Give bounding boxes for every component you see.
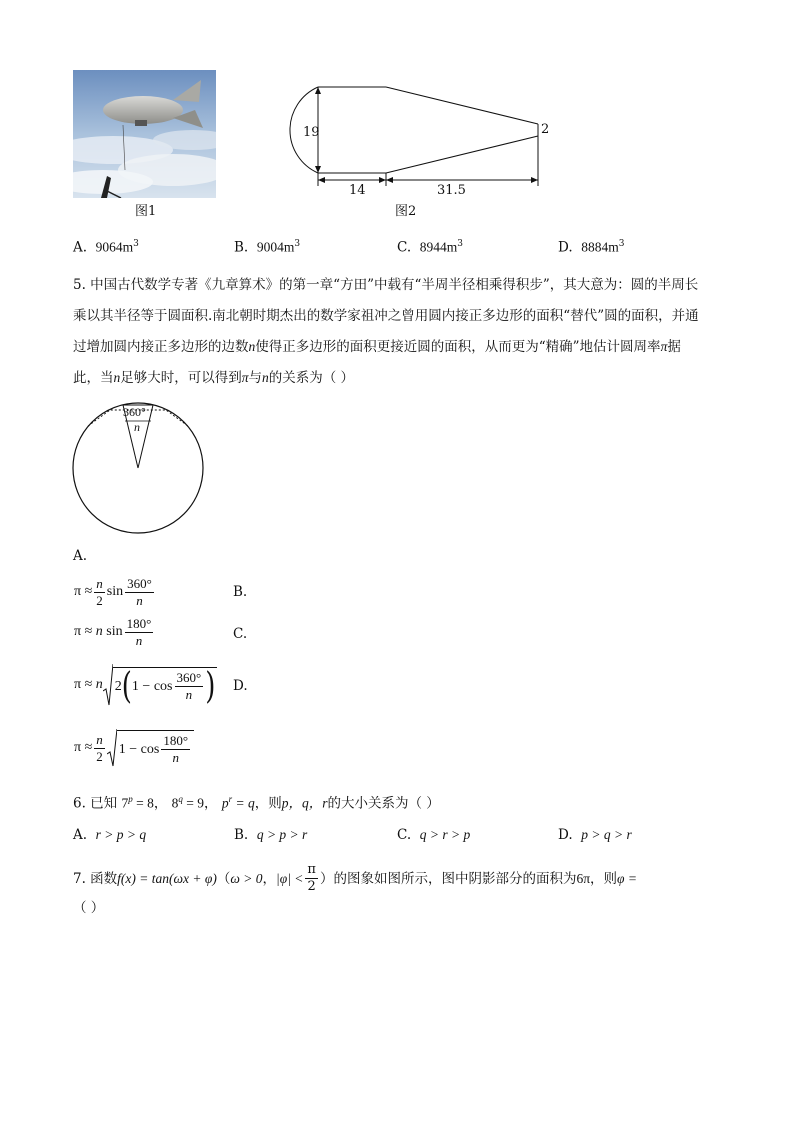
q6-option-a[interactable]: A. r > p > q [73, 827, 147, 843]
airship-dimension-diagram [262, 78, 552, 208]
figure-1-caption: 图1 [135, 204, 157, 219]
q7-stem: 7. 函数 f(x) = tan(ωx + φ) （ ω > 0 ， |φ| < $\frac{\pi}{2}$ ）的图象如图所示，图中阴影部分的面积为 6π ，则 φ = [73, 862, 638, 894]
q5-option-d-letter[interactable]: D. [233, 678, 248, 694]
figure-2-caption: 图2 [395, 204, 417, 219]
fraction: $\frac{n}{2}$ [96, 731, 103, 764]
q5-line-1: 5. 中国古代数学专著《九章算术》的第一章“方田”中载有“半周半径相乘得积步”，其大意为：圆的半周长 [73, 277, 699, 293]
diagram-n-label: n [134, 420, 140, 434]
q4-option-b[interactable]: B. $9004m^3$ [234, 239, 301, 256]
diagram-angle-label: 360° [123, 405, 146, 419]
q6-option-c[interactable]: C. q > r > p [397, 827, 471, 843]
fig2-tail-label: 2 [541, 122, 550, 137]
q5-line-3: 过增加圆内接正多边形的边数n使得正多边形的面积更接近圆的面积，从而更为“精确”地估计圆周率π据 [73, 339, 681, 355]
fig2-length-b-label: 31.5 [437, 183, 466, 198]
q6-stem: 6. 已知 $7^p = 8$， $8^q = 9$， $p^r = q$，则p，q，r的大小关系为（ ） [73, 794, 440, 812]
q5-option-b-letter[interactable]: B. [233, 584, 248, 600]
fraction: $\frac{360^\circ}{n}$ [176, 670, 202, 702]
q5-line-4: 此，当n足够大时，可以得到π与n的关系为（ ） [73, 370, 355, 386]
q5-option-d-formula[interactable]: π ≈ $\frac{n}{2}$ 1 − cos $\frac{180^\circ}{n}$ [74, 726, 194, 770]
q5-option-a-letter[interactable]: A. [73, 548, 88, 564]
q4-option-c[interactable]: C. $8944m^3$ [397, 239, 463, 256]
q7-answer-blank: （ ） [73, 900, 105, 916]
fraction: $\frac{360^\circ}{n}$ [127, 575, 152, 608]
q4-option-a[interactable]: A. $9064m^3$ [73, 239, 139, 256]
fraction: $\frac{n}{2}$ [96, 575, 103, 608]
fraction: $\frac{180^\circ}{n}$ [126, 615, 152, 648]
fig2-length-a-label: 14 [349, 183, 366, 198]
q4-option-d[interactable]: D. $8884m^3$ [558, 239, 625, 256]
square-root: 2 ( 1 − cos $\frac{360^\circ}{n}$ ) [103, 663, 218, 707]
fig2-height-label: 19 [303, 125, 320, 140]
q6-option-b[interactable]: B. q > p > r [234, 827, 308, 843]
q5-option-c-formula[interactable]: π ≈ n 2 ( 1 − cos $\frac{360^\circ}{n}$ ) [74, 662, 217, 708]
fraction: $\frac{180^\circ}{n}$ [163, 733, 189, 765]
q5-line-2: 乘以其半径等于圆面积.南北朝时期杰出的数学家祖冲之曾用圆内接正多边形的面积“替代”圆的面积，并通 [73, 308, 699, 324]
q5-option-c-letter[interactable]: C. [233, 626, 248, 642]
q6-option-d[interactable]: D. p > q > r [558, 827, 632, 843]
airship-photo [73, 70, 216, 198]
q5-option-b-formula[interactable]: π ≈ n sin $\frac{180^\circ}{n}$ [74, 615, 152, 648]
q5-option-a-formula[interactable]: π ≈ $\frac{n}{2}$ sin $\frac{360^\circ}{n}$ [74, 575, 152, 608]
fraction: $\frac{\pi}{2}$ [307, 862, 316, 894]
square-root: 1 − cos $\frac{180^\circ}{n}$ [107, 728, 194, 768]
